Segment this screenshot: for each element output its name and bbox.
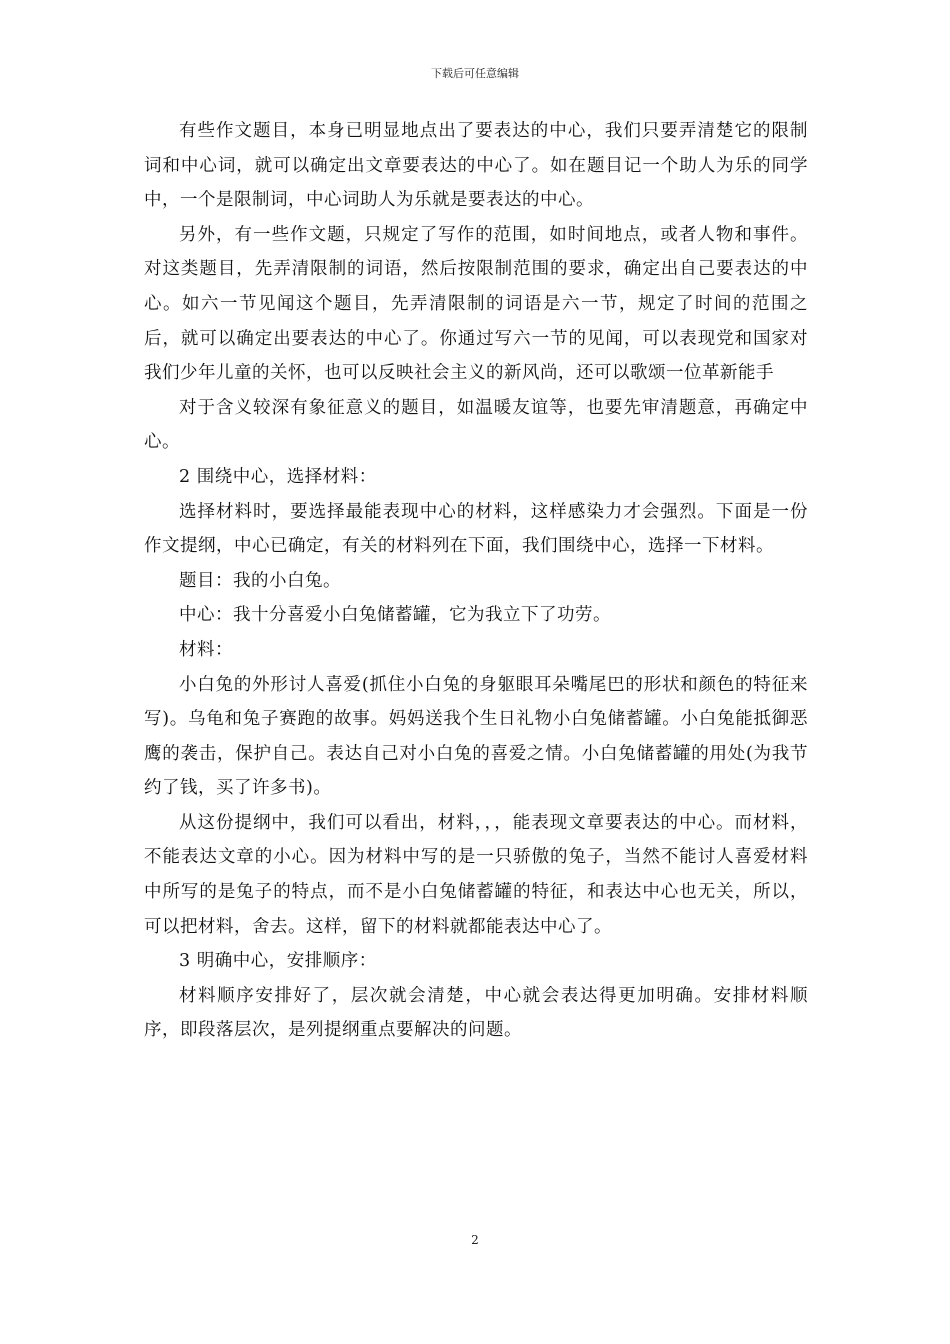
paragraph: 材料顺序安排好了，层次就会清楚，中心就会表达得更加明确。安排材料顺序，即段落层次，是列提纲重点要解决的问题。 (144, 985, 808, 1041)
outline-center: 中心：我十分喜爱小白兔储蓄罐，它为我立下了功劳。 (179, 605, 611, 626)
paragraph: 对于含义较深有象征意义的题目，如温暖友谊等，也要先审清题意，再确定中心。 (144, 397, 808, 453)
page-number: 2 (471, 1233, 479, 1247)
outline-materials: 小白兔的外形讨人喜爱(抓住小白兔的身躯眼耳朵嘴尾巴的形状和颜色的特征来写)。乌龟和兔子赛跑的故事。妈妈送我个生日礼物小白兔储蓄罐。小白兔能抵御恶鹰的袭击，保护自己。表达自己对小白兔的喜爱之情。小白兔储蓄罐的用处(为我节约了钱，买了许多书)。 (144, 674, 808, 799)
document-body (144, 114, 808, 1048)
section-heading: 3 明确中心，安排顺序： (179, 951, 377, 972)
paragraph: 从这份提纲中，我们可以看出，材料，，，能表现文章要表达的中心。而材料，不能表达文章的小心。因为材料中写的是一只骄傲的兔子，当然不能讨人喜爱材料中所写的是兔子的特点，而不是小白兔储蓄罐的特征，和表达中心也无关，所以，可以把材料，舍去。这样，留下的材料就都能表达中心了。 (144, 812, 808, 937)
section-heading: 2 围绕中心，选择材料： (179, 466, 377, 487)
page-header: 下载后可任意编辑 (431, 67, 519, 80)
paragraph: 有些作文题目，本身已明显地点出了要表达的中心，我们只要弄清楚它的限制词和中心词，就可以确定出文章要表达的中心了。如在题目记一个助人为乐的同学中，一个是限制词，中心词助人为乐就是要表达的中心。 (144, 121, 808, 211)
outline-title: 题目：我的小白兔。 (179, 570, 341, 591)
outline-materials-label: 材料： (179, 639, 233, 660)
paragraph: 选择材料时，要选择最能表现中心的材料，这样感染力才会强烈。下面是一份作文提纲，中心已确定，有关的材料列在下面，我们围绕中心，选择一下材料。 (144, 501, 808, 557)
paragraph: 另外，有一些作文题，只规定了写作的范围，如时间地点，或者人物和事件。对这类题目，先弄清限制的词语，然后按限制范围的要求，确定出自己要表达的中心。如六一节见闻这个题目，先弄清限制的词语是六一节，规定了时间的范围之后，就可以确定出要表达的中心了。你通过写六一节的见闻，可以表现党和国家对我们少年儿童的关怀，也可以反映社会主义的新风尚，还可以歌颂一位革新能手 (144, 224, 808, 384)
